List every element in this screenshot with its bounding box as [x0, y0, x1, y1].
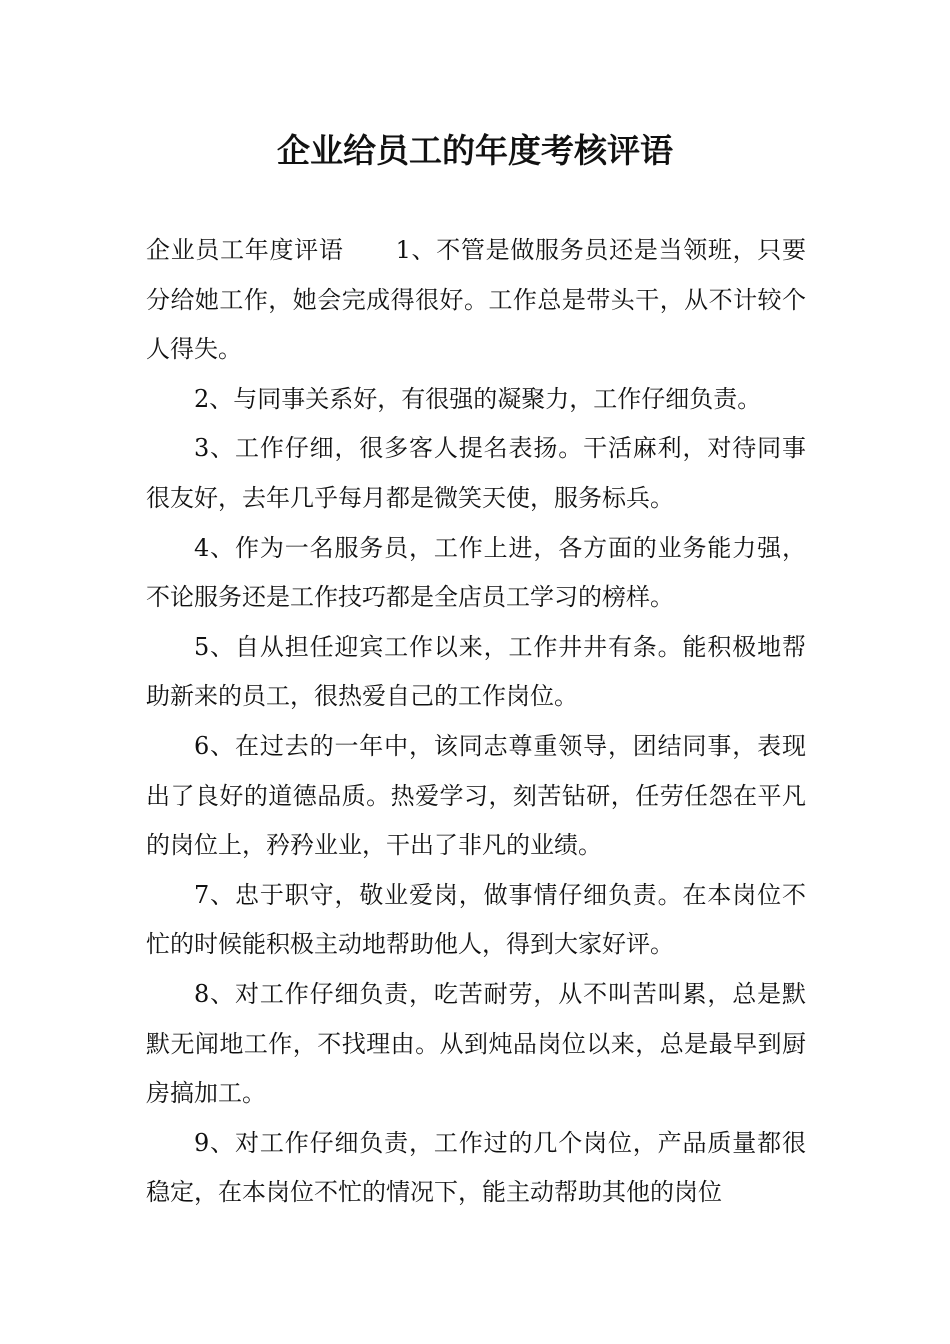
- document-title: 企业给员工的年度考核评语: [277, 131, 673, 170]
- paragraph-2: 2、与同事关系好，有很强的凝聚力，工作仔细负责。: [194, 384, 762, 413]
- paragraph-6: 6、在过去的一年中，该同志尊重领导，团结同事，表现出了良好的道德品质。热爱学习，刻苦钻研，任劳任怨在平凡的岗位上，矜矜业业，干出了非凡的业绩。: [146, 731, 806, 860]
- paragraph-9: 9、对工作仔细负责，工作过的几个岗位，产品质量都很稳定，在本岗位不忙的情况下，能主动帮助其他的岗位: [146, 1128, 806, 1207]
- document-body: [146, 226, 806, 1218]
- paragraph-3: 3、工作仔细，很多客人提名表扬。干活麻利，对待同事很友好，去年几乎每月都是微笑天使，服务标兵。: [146, 434, 806, 512]
- paragraph-7: 7、忠于职守，敬业爱岗，做事情仔细负责。在本岗位不忙的时候能积极主动地帮助他人，得到大家好评。: [146, 880, 806, 959]
- paragraph-8: 8、对工作仔细负责，吃苦耐劳，从不叫苦叫累，总是默默无闻地工作，不找理由。从到炖品岗位以来，总是最早到厨房搞加工。: [146, 979, 806, 1108]
- lead-label: 企业员工年度评语: [146, 236, 344, 264]
- paragraph-1: [146, 226, 806, 375]
- paragraph-5: 5、自从担任迎宾工作以来，工作井井有条。能积极地帮助新来的员工，很热爱自己的工作岗位。: [146, 632, 806, 711]
- paragraph-1-text: 1、不管是做服务员还是当领班，只要分给她工作，她会完成得很好。工作总是带头干，从不计较个人得失。: [146, 236, 806, 364]
- paragraph-4: 4、作为一名服务员，工作上进，各方面的业务能力强，不论服务还是工作技巧都是全店员工学习的榜样。: [146, 533, 806, 612]
